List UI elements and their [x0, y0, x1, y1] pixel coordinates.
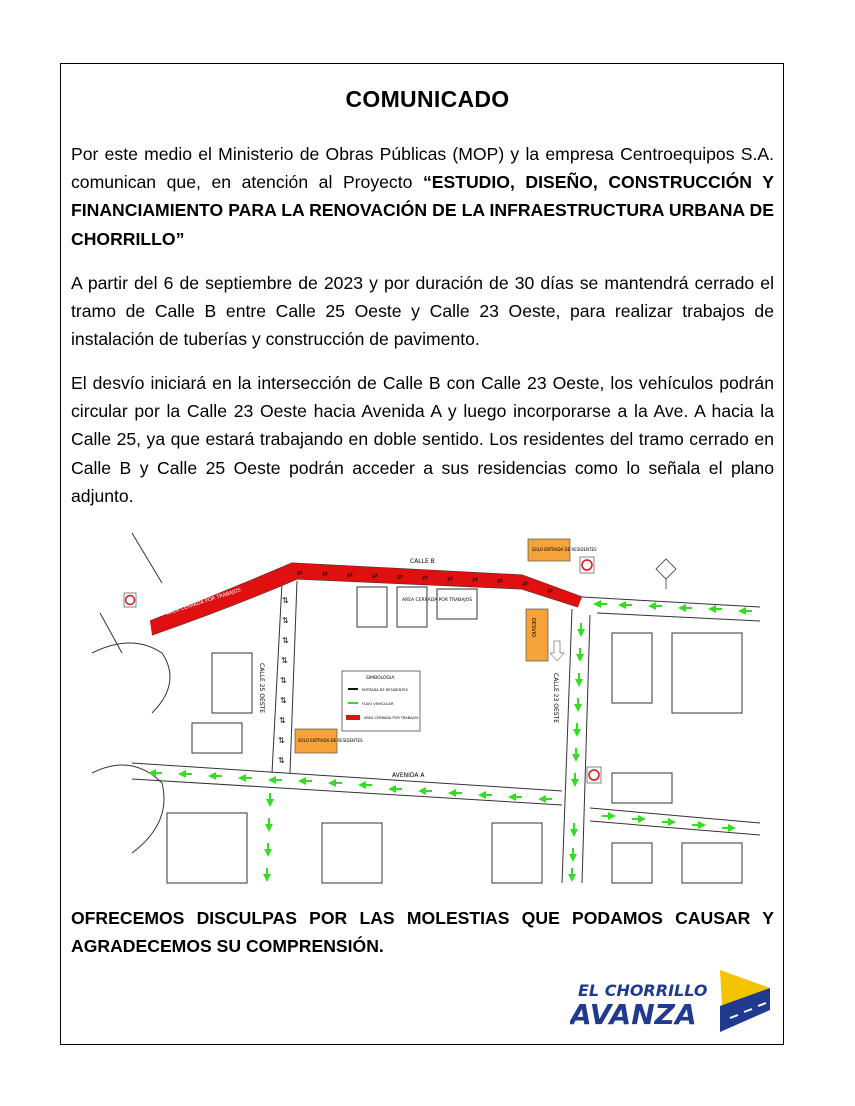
detour-arrow-icon — [550, 641, 564, 661]
resident-entry-sign-1-label: SOLO ENTRADA DE RESIDENTES — [532, 547, 597, 552]
no-entry-sign-icon — [580, 557, 594, 573]
no-entry-sign-icon — [124, 593, 136, 607]
logo-line2: AVANZA — [570, 998, 697, 1031]
svg-text:⇄: ⇄ — [547, 587, 553, 595]
street-label-calle-25: CALLE 25 OESTE — [258, 663, 265, 713]
warning-diamond-sign-icon — [656, 559, 676, 589]
svg-text:⇅: ⇅ — [282, 596, 289, 605]
detour-sign-label: DESVIO — [530, 618, 536, 638]
svg-text:⇄: ⇄ — [347, 571, 353, 579]
map-legend — [342, 671, 420, 731]
street-label-calle-23: CALLE 23 OESTE — [552, 673, 559, 723]
svg-text:⇅: ⇅ — [282, 636, 289, 645]
work-area-label: AREA CERRADA POR TRABAJOS — [402, 598, 473, 603]
legend-title: SIMBOLOGIA — [366, 676, 395, 681]
document-title: COMUNICADO — [345, 86, 510, 112]
el-chorrillo-avanza-logo — [570, 966, 772, 1036]
legend-closed: AREA CERRADA POR TRABAJOS — [364, 716, 419, 720]
street-label-calle-b: CALLE B — [410, 558, 435, 565]
svg-text:⇄: ⇄ — [522, 580, 528, 588]
paragraph-intro — [71, 140, 774, 253]
svg-text:⇄: ⇄ — [322, 570, 328, 578]
svg-text:⇄: ⇄ — [472, 576, 478, 584]
street-lines — [92, 533, 760, 883]
svg-text:⇄: ⇄ — [422, 574, 428, 582]
legend-residents: ENTRADA DE RESIDENTES — [362, 688, 408, 692]
svg-text:⇄: ⇄ — [497, 577, 503, 585]
svg-text:⇄: ⇄ — [397, 573, 403, 581]
legend-flow: FLUJO VEHICULAR — [362, 702, 394, 706]
svg-text:⇄: ⇄ — [297, 569, 303, 577]
svg-text:⇅: ⇅ — [278, 736, 285, 745]
svg-text:⇄: ⇄ — [372, 572, 378, 580]
paragraph-closure: A partir del 6 de septiembre de 2023 y por duración de 30 días se mantendrá cerrado el tramo de Calle B entre Calle 25 Oeste y Calle 23 Oeste, para realizar trabajos de instalación de tuberías y construcción de pavimento. — [71, 273, 774, 350]
resident-entry-sign-2-label: SOLO ENTRADA DE RESIDENTES — [298, 738, 363, 743]
svg-text:⇅: ⇅ — [282, 616, 289, 625]
svg-text:⇅: ⇅ — [279, 716, 286, 725]
svg-text:⇄: ⇄ — [447, 575, 453, 583]
closed-area-label: AREA CERRADA POR TRABAJOS — [165, 587, 242, 617]
detour-map — [92, 523, 760, 889]
svg-text:⇅: ⇅ — [280, 696, 287, 705]
svg-text:⇅: ⇅ — [281, 656, 288, 665]
paragraph-intro-text: Por este medio el Ministerio de Obras Públicas (MOP) y la empresa Centroequipos S.A. comunican que, en atención al Proyecto — [71, 144, 774, 193]
project-name: “ESTUDIO, DISEÑO, CONSTRUCCIÓN Y FINANCIAMIENTO PARA LA RENOVACIÓN DE LA INFRAESTRUCTURA URBANA DE CHORRILLO” — [71, 172, 774, 249]
no-entry-sign-icon — [587, 767, 601, 783]
detour-sign — [526, 609, 548, 661]
logo-line1: EL CHORRILLO — [578, 981, 708, 1000]
svg-text:⇅: ⇅ — [278, 756, 285, 765]
paragraph-detour: El desvío iniciará en la intersección de Calle B con Calle 23 Oeste, los vehículos podrán circular por la Calle 23 Oeste hacia Avenida A y luego incorporarse a la Ave. A hacia la Calle 25, ya que estará trabajando en doble sentido. Los residentes del tramo cerrado en Calle B y Calle 25 Oeste podrán acceder a sus residencias como lo señala el plano adjunto. — [71, 373, 774, 506]
closing-statement: OFRECEMOS DISCULPAS POR LAS MOLESTIAS QUE PODAMOS CAUSAR Y AGRADECEMOS SU COMPRENSIÓN. — [71, 908, 774, 957]
street-label-avenida-a: AVENIDA A — [392, 772, 425, 779]
svg-text:⇅: ⇅ — [280, 676, 287, 685]
